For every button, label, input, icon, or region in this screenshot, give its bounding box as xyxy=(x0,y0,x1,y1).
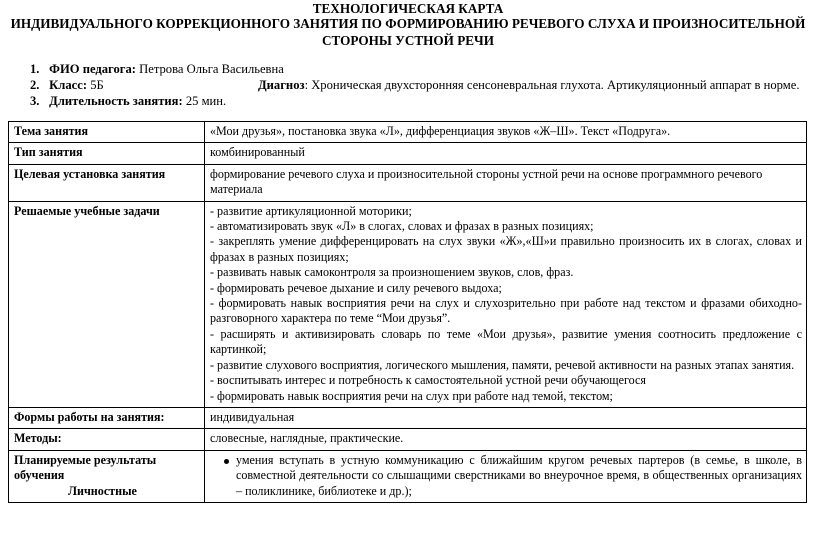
duration-info xyxy=(30,93,226,109)
task-item: - развивать навык самоконтроля за произношением звуков, слов, фраз. xyxy=(210,265,574,280)
forms-value: индивидуальная xyxy=(205,407,807,428)
results-cell xyxy=(9,450,205,502)
methods-label: Методы: xyxy=(9,429,205,450)
doc-title-line3: СТОРОНЫ УСТНОЙ РЕЧИ xyxy=(322,33,494,48)
methods-value: словесные, наглядные, практические. xyxy=(205,429,807,450)
task-item: - развитие слухового восприятия, логического мышления, памяти, речевой активности на разных этапах занятия. xyxy=(210,357,795,372)
results-label: Планируемые результаты обучения xyxy=(14,452,157,483)
doc-title-line2: ИНДИВИДУАЛЬНОГО КОРРЕКЦИОННОГО ЗАНЯТИЯ ПО ФОРМИРОВАНИЮ РЕЧЕВОГО СЛУХА И ПРОИЗНОСИТЕЛЬНОЙ xyxy=(10,16,806,31)
task-item: - воспитывать интерес и потребность к самостоятельной устной речи обучающегося xyxy=(210,373,646,388)
type-label: Тип занятия xyxy=(9,143,205,164)
task-item: - формировать речевое дыхание и силу речевого выдоха; xyxy=(210,280,502,295)
task-item: - закреплять умение дифференцировать на слух звуки «Ж»,«Ш»и правильно произносить их в слогах, словах и фразах в разных позициях; xyxy=(210,234,802,264)
lesson-card-table xyxy=(8,121,807,503)
diagnosis-value: : Хроническая двухсторонняя сенсоневральная глухота. Артикуляционный аппарат в норме. xyxy=(304,78,800,92)
table-row-forms xyxy=(9,407,807,428)
teacher-value: Петрова Ольга Васильевна xyxy=(139,62,284,76)
class-label: Класс: xyxy=(49,78,88,92)
tasks-list xyxy=(205,201,807,407)
table-row-tasks xyxy=(9,201,807,407)
diagnosis-info xyxy=(258,77,799,93)
results-cell-value xyxy=(205,450,807,502)
teacher-info xyxy=(30,61,284,77)
teacher-number: 1. xyxy=(30,62,40,76)
topic-label: Тема занятия xyxy=(9,122,205,143)
doc-title-line1: ТЕХНОЛОГИЧЕСКАЯ КАРТА xyxy=(312,1,504,16)
duration-number: 3. xyxy=(30,94,40,108)
task-item: - расширять и активизировать словарь по теме «Мои друзья», развитие умения соотносить предложение с картинкой; xyxy=(210,326,802,357)
duration-label: Длительность занятия: xyxy=(49,94,183,108)
bullet-icon xyxy=(224,459,229,464)
table-row-methods xyxy=(9,429,807,450)
task-item: - автоматизировать звук «Л» в слогах, словах и фразах в разных позициях; xyxy=(210,219,594,234)
teacher-label: ФИО педагога: xyxy=(49,62,136,76)
task-item: - формировать навык восприятия речи на слух и слухозрительно при работе над текстом и фразами обиходно-разговорного характера по теме “Мои друзья”. xyxy=(210,296,802,326)
tasks-label: Решаемые учебные задачи xyxy=(9,201,205,407)
list-item xyxy=(210,453,802,499)
results-value: умения вступать в устную коммуникацию с ближайшим кругом речевых партеров (в семье, в школе, в совместной деятельности со слышащими сверстниками во внеурочное время, в общественных организациях – поликлинике, библиотеке и др.); xyxy=(236,452,802,498)
duration-value: 25 мин. xyxy=(185,94,227,108)
topic-value: «Мои друзья», постановка звука «Л», дифференциация звуков «Ж–Ш». Текст «Подруга». xyxy=(205,122,807,143)
table-row-results xyxy=(9,450,807,502)
goal-value: формирование речевого слуха и произносительной стороны устной речи на основе программного речевого материала xyxy=(205,164,807,201)
goal-label: Целевая установка занятия xyxy=(9,164,205,201)
task-item: - формировать навык восприятия речи на слух при работе над темой, текстом; xyxy=(210,388,613,403)
table-row-topic xyxy=(9,122,807,143)
table-row-goal xyxy=(9,164,807,201)
diagnosis-label: Диагноз xyxy=(258,78,305,92)
table-row-type xyxy=(9,143,807,164)
class-info xyxy=(30,77,104,93)
class-value: 5Б xyxy=(90,78,104,92)
class-number: 2. xyxy=(30,78,40,92)
results-sublabel: Личностные xyxy=(68,483,137,498)
type-value: комбинированный xyxy=(205,143,807,164)
forms-label: Формы работы на занятия: xyxy=(9,407,205,428)
task-item: - развитие артикуляционной моторики; xyxy=(210,203,412,218)
